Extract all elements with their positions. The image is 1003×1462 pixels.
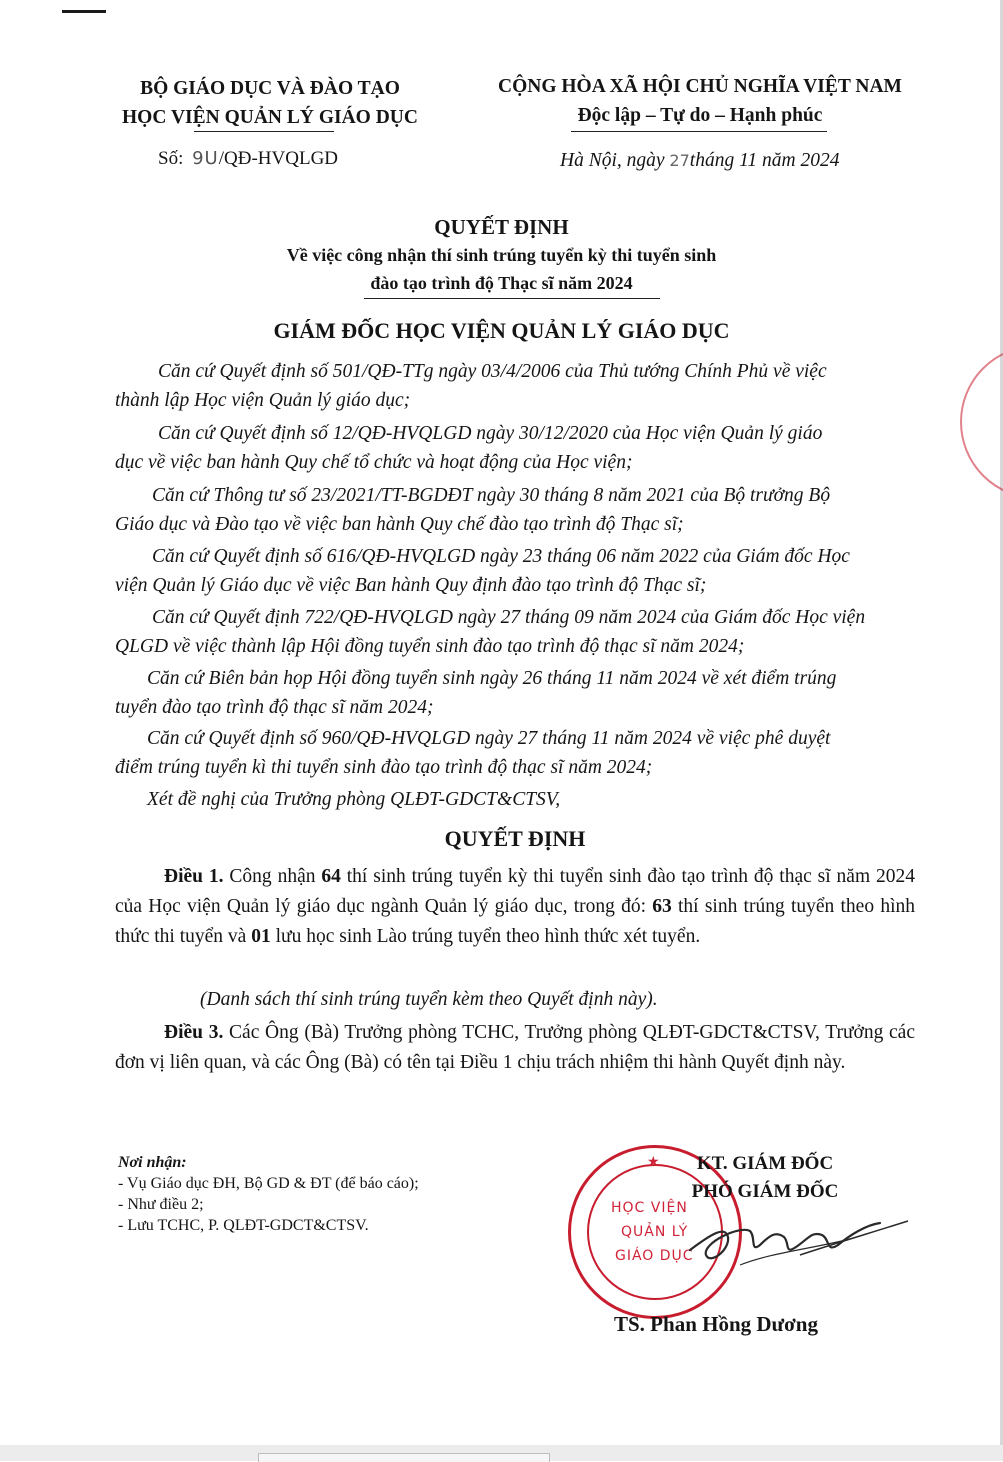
document-date [560, 150, 839, 172]
basis-3-line-1: Căn cứ Thông tư số 23/2021/TT-BGDĐT ngày 30 tháng 8 năm 2021 của Bộ trưởng Bộ [152, 485, 831, 506]
document-number [158, 148, 338, 170]
number-suffix: /QĐ-HVQLGD [218, 148, 339, 169]
basis-5-line-2: QLGD về việc thành lập Hội đồng tuyển sinh đào tạo trình độ thạc sĩ năm 2024; [115, 636, 745, 657]
recipient-item: - Như điều 2; [118, 1196, 204, 1213]
recipients-block [118, 1152, 419, 1236]
basis-2-line-2: dục về việc ban hành Quy chế tổ chức và hoạt động của Học viện; [115, 452, 633, 473]
signer-name: TS. Phan Hồng Dương [614, 1312, 818, 1336]
decision-heading: QUYẾT ĐỊNH [444, 826, 586, 851]
number-handwritten: 9U [192, 148, 219, 169]
academy-name: HỌC VIỆN QUẢN LÝ GIÁO DỤC [122, 107, 418, 128]
header-right-underline [571, 131, 827, 132]
basis-7-line-1: Căn cứ Quyết định số 960/QĐ-HVQLGD ngày 27 tháng 11 năm 2024 về việc phê duyệt [147, 728, 831, 749]
corner-mark [62, 10, 106, 13]
basis-2-line-1: Căn cứ Quyết định số 12/QĐ-HVQLGD ngày 30/12/2020 của Học viện Quản lý giáo [158, 423, 823, 444]
basis-1-line-2: thành lập Học viện Quản lý giáo dục; [115, 390, 411, 411]
date-suffix: tháng 11 năm 2024 [689, 150, 840, 171]
article-1-total: 64 [321, 866, 341, 887]
article-3 [115, 1018, 915, 1078]
recipient-item: - Vụ Giáo dục ĐH, Bộ GD & ĐT (để báo cáo); [118, 1175, 419, 1192]
header-left-underline [194, 131, 334, 132]
basis-7-line-2: điểm trúng tuyển kì thi tuyển sinh đào tạo trình độ thạc sĩ năm 2024; [115, 757, 653, 778]
basis-4-line-1: Căn cứ Quyết định số 616/QĐ-HVQLGD ngày 23 tháng 06 năm 2022 của Giám đốc Học [152, 546, 850, 567]
article-1-text-d: lưu học sinh Lào trúng tuyển theo hình thức xét tuyển. [270, 926, 701, 947]
basis-6-line-2: tuyển đào tạo trình độ thạc sĩ năm 2024; [115, 697, 434, 718]
article-1-text-b: thí sinh trúng tuyển kỳ thi tuyển sinh đào tạo trình độ thạc sĩ năm 2024 của Học viện Quản lý giáo dục ngành Quản lý giáo dục, trong đó: [115, 866, 916, 917]
official-stamp: HỌC VIỆN QUẢN LÝ GIÁO DỤC ★ [568, 1145, 742, 1319]
article-3-label: Điều 3. [164, 1022, 224, 1043]
article-1-text-a: Công nhận [223, 866, 322, 887]
subject-underline [364, 298, 660, 299]
issuing-organization [80, 74, 460, 132]
recipients-heading: Nơi nhận: [118, 1154, 187, 1171]
document-title: QUYẾT ĐỊNH [434, 215, 569, 239]
national-motto: Độc lập – Tự do – Hạnh phúc [577, 105, 823, 126]
basis-3-line-2: Giáo dục và Đào tạo về việc ban hành Quy chế đào tạo trình độ Thạc sĩ; [115, 514, 684, 535]
article-1-text-c: thí sinh trúng tuyển theo hình thức thi tuyển và [115, 896, 915, 947]
number-label: Số: [158, 148, 184, 169]
issuing-authority: GIÁM ĐỐC HỌC VIỆN QUẢN LÝ GIÁO DỤC [273, 318, 730, 343]
article-1-laos-count: 01 [251, 926, 271, 947]
date-day-handwritten: 27 [669, 151, 690, 170]
basis-1-line-1: Căn cứ Quyết định số 501/QĐ-TTg ngày 03/4/2006 của Thủ tướng Chính Phủ về việc [158, 361, 827, 382]
subject-line-2: đào tạo trình độ Thạc sĩ năm 2024 [370, 273, 633, 293]
stamp-text-line-1: HỌC VIỆN [611, 1200, 688, 1216]
article-1 [115, 862, 915, 952]
basis-6-line-1: Căn cứ Biên bản họp Hội đồng tuyển sinh ngày 26 tháng 11 năm 2024 về xét điểm trúng [147, 668, 837, 689]
recipient-item: - Lưu TCHC, P. QLĐT-GDCT&CTSV. [118, 1217, 369, 1234]
basis-4-line-2: viện Quản lý Giáo dục về việc Ban hành Quy định đào tạo trình độ Thạc sĩ; [115, 575, 707, 596]
date-prefix: Hà Nội, ngày [560, 150, 665, 171]
signature-on-behalf: KT. GIÁM ĐỐC [696, 1153, 834, 1174]
signature-position: PHÓ GIÁM ĐỐC [691, 1181, 839, 1202]
country-name: CỘNG HÒA XÃ HỘI CHỦ NGHĨA VIỆT NAM [498, 76, 902, 97]
side-stamp-fragment [960, 345, 1003, 499]
proposal-line: Xét đề nghị của Trưởng phòng QLĐT-GDCT&CTSV, [147, 789, 561, 810]
article-3-text: Các Ông (Bà) Trưởng phòng TCHC, Trưởng phòng QLĐT-GDCT&CTSV, Trưởng các đơn vị liên quan, và các Ông (Bà) có tên tại Điều 1 chịu trách nhiệm thi hành Quyết định này. [115, 1022, 915, 1073]
stamp-text-line-2: QUẢN LÝ [621, 1224, 689, 1240]
article-1-note: (Danh sách thí sinh trúng tuyển kèm theo Quyết định này). [200, 989, 658, 1010]
article-1-exam-count: 63 [652, 896, 672, 917]
article-1-label: Điều 1. [164, 866, 224, 887]
handwritten-signature [680, 1195, 910, 1285]
stamp-text-line-3: GIÁO DỤC [615, 1248, 694, 1264]
subject-line-1: Về việc công nhận thí sinh trúng tuyển kỳ thi tuyển sinh [286, 245, 717, 265]
basis-5-line-1: Căn cứ Quyết định 722/QĐ-HVQLGD ngày 27 tháng 09 năm 2024 của Giám đốc Học viện [152, 607, 866, 628]
national-heading [472, 72, 928, 130]
ministry-name: BỘ GIÁO DỤC VÀ ĐÀO TẠO [140, 78, 400, 99]
